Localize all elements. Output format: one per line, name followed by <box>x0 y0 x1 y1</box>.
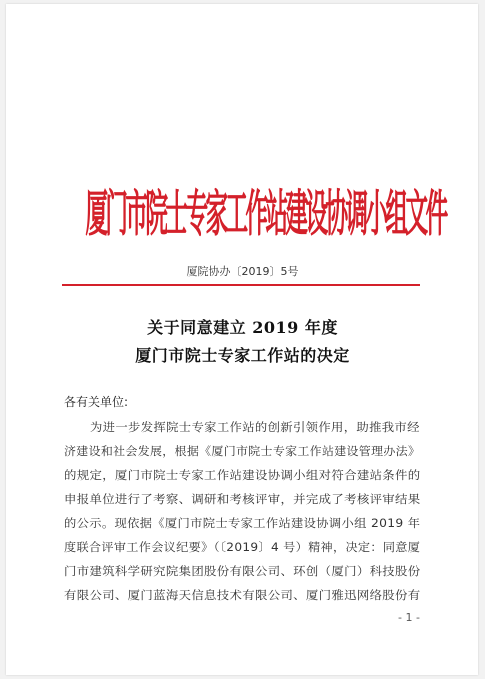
body-line-1: 为进一步发挥院士专家工作站的创新引领作用，助推我市经 <box>90 420 420 434</box>
document-heading-line-1: 关于同意建立 2019 年度 <box>147 318 338 337</box>
body-line-2: 济建设和社会发展，根据《厦门市院士专家工作站建设管理办法》 <box>64 444 421 458</box>
body-line-8: 有限公司、厦门蓝海天信息技术有限公司、厦门雅迅网络股份有 <box>64 588 421 602</box>
body-line-7: 门市建筑科学研究院集团股份有限公司、环创（厦门）科技股份 <box>64 564 421 578</box>
body-line-5: 的公示。现依据《厦门市院士专家工作站建设协调小组 2019 年 <box>64 516 421 530</box>
document-number: 厦院协办〔2019〕5号 <box>186 265 299 278</box>
body-line-3: 的规定，厦门市院士专家工作站建设协调小组对符合建站条件的 <box>64 468 421 482</box>
document-heading-line-2: 厦门市院士专家工作站的决定 <box>135 346 350 365</box>
body-line-6: 度联合评审工作会议纪要》（〔2019〕4 号）精神，决定：同意厦 <box>64 540 421 554</box>
body-line-4: 申报单位进行了考察、调研和考核评审，并完成了考核评审结果 <box>64 492 421 506</box>
addressee: 各有关单位: <box>64 395 129 409</box>
red-divider <box>62 284 420 286</box>
page-number: - 1 - <box>398 611 420 624</box>
letterhead-title: 厦门市院士专家工作站建设协调小组文件 <box>85 186 446 244</box>
